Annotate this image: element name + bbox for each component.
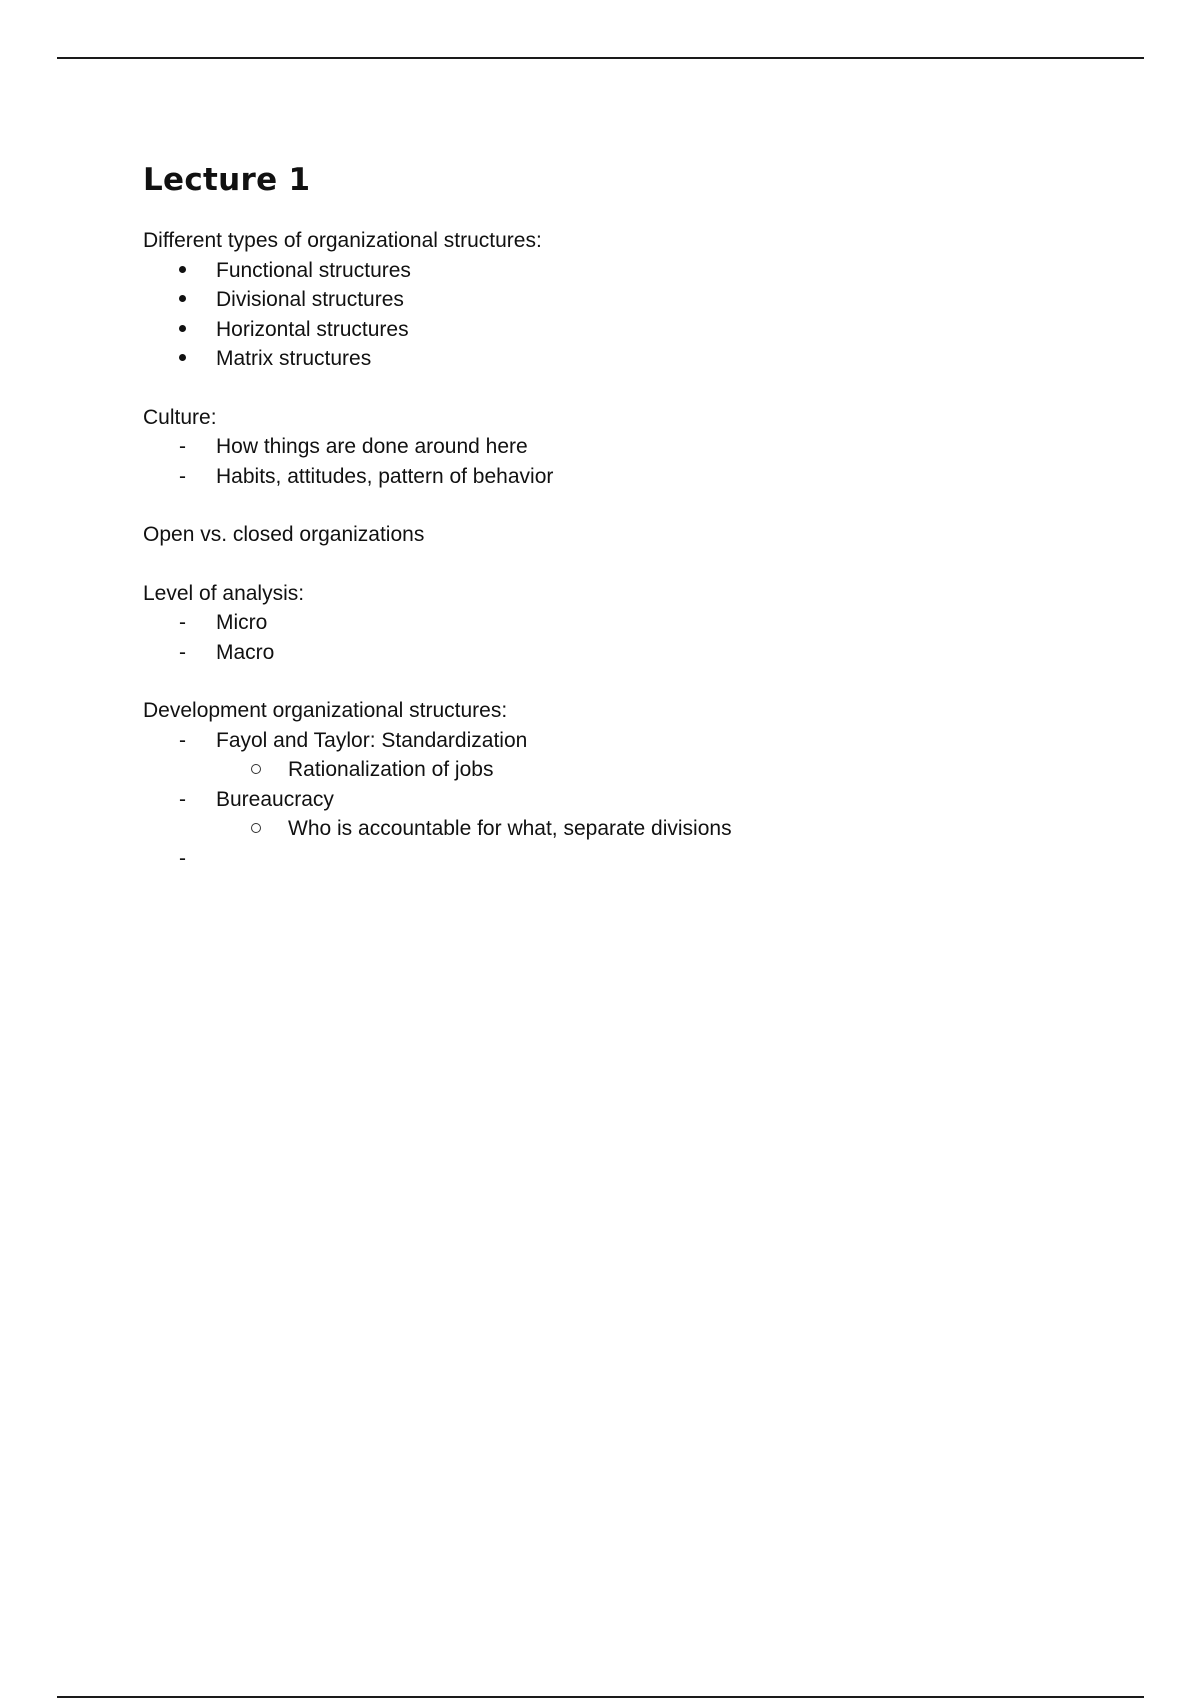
- list-item-label: Horizontal structures: [216, 317, 409, 341]
- list-item-label: Rationalization of jobs: [288, 758, 494, 781]
- bullet-icon: [179, 256, 186, 286]
- sub-list-item: [143, 814, 1103, 844]
- dash-marker: -: [179, 728, 186, 752]
- list-item-label: Fayol and Taylor: Standardization: [216, 728, 528, 752]
- section-heading: Culture:: [143, 405, 217, 429]
- paragraph: Open vs. closed organizations: [143, 523, 425, 546]
- list-item: [143, 785, 1103, 815]
- list-item-label: Bureaucracy: [216, 787, 334, 811]
- list-item-label: Habits, attitudes, pattern of behavior: [216, 464, 554, 488]
- page-title: Lecture 1: [143, 162, 311, 198]
- dash-marker: -: [179, 435, 186, 458]
- dash-marker: -: [179, 787, 186, 811]
- section-analysis: [143, 579, 1103, 668]
- section-development: [143, 696, 1103, 870]
- dash-marker: -: [179, 464, 186, 488]
- list-item: [143, 726, 1103, 756]
- bullet-icon: [179, 285, 186, 315]
- section-open-closed: [143, 520, 1103, 550]
- circle-bullet-icon: [251, 755, 261, 785]
- list-item-label: Who is accountable for what, separate divisions: [288, 817, 732, 840]
- bullet-icon: [179, 315, 186, 345]
- list-item: [143, 344, 1103, 374]
- dash-marker: -: [179, 640, 186, 664]
- circle-bullet-icon: [251, 814, 261, 844]
- section-heading: Development organizational structures:: [143, 699, 508, 722]
- bullet-icon: [179, 344, 186, 374]
- list-item: [143, 638, 1103, 668]
- list-item: [143, 285, 1103, 315]
- header-rule: [57, 57, 1144, 59]
- list-item: [143, 256, 1103, 286]
- section-structures: [143, 226, 1103, 374]
- sub-list-item: [143, 755, 1103, 785]
- section-heading: Level of analysis:: [143, 581, 305, 605]
- dash-marker: -: [179, 611, 186, 634]
- list-item: [143, 315, 1103, 345]
- footer-rule: [57, 1696, 1144, 1698]
- list-item: [143, 608, 1103, 638]
- list-item: [143, 462, 1103, 492]
- list-item-label: Micro: [216, 611, 268, 634]
- dash-marker: -: [179, 846, 186, 870]
- list-item-label: Macro: [216, 640, 275, 664]
- section-heading: Different types of organizational structures:: [143, 229, 542, 252]
- list-item-label: Divisional structures: [216, 288, 404, 311]
- list-item-label: Matrix structures: [216, 347, 372, 370]
- list-item-label: Functional structures: [216, 258, 411, 282]
- section-culture: [143, 403, 1103, 492]
- list-item-label: How things are done around here: [216, 435, 528, 458]
- list-item: [143, 432, 1103, 462]
- document-body: [143, 160, 1103, 873]
